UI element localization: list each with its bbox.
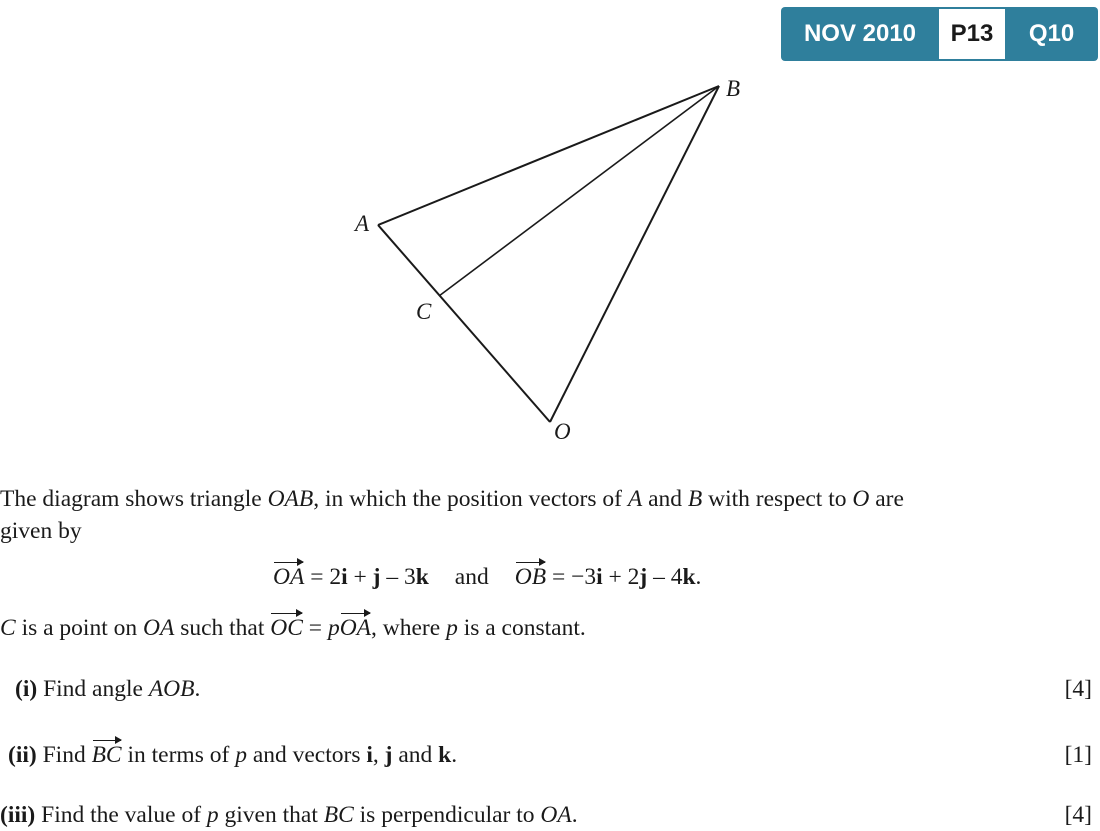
point-c-definition: C is a point on OA such that OC = pOA, where p is a constant.: [0, 612, 586, 644]
badge-paper: P13: [939, 9, 1005, 59]
part-iii-marks: [4]: [1064, 802, 1092, 828]
side-ab: [378, 86, 719, 225]
part-iii: (iii) Find the value of p given that BC is perpendicular to OA.: [0, 802, 578, 828]
part-ii: (ii) Find BC in terms of p and vectors i, j and k.: [8, 739, 457, 771]
side-ob: [550, 86, 719, 422]
part-ii-marks: [1]: [1064, 742, 1092, 768]
label-a: A: [355, 211, 370, 236]
side-oa: [378, 225, 550, 422]
intro-line-2: given by: [0, 518, 82, 544]
badge-question: Q10: [1028, 20, 1075, 47]
segment-bc: [439, 86, 719, 296]
label-c: C: [416, 299, 432, 324]
label-o: O: [554, 419, 571, 444]
badge-session: NOV 2010: [803, 20, 917, 47]
intro-line-1: The diagram shows triangle OAB, in which the position vectors of A and B with respect to O are: [0, 486, 904, 512]
label-b: B: [726, 76, 741, 101]
vector-equation: OA = 2i + j – 3k and OB = −3i + 2j – 4k.: [273, 561, 701, 593]
part-i-marks: [4]: [1064, 676, 1092, 702]
part-i: (i) Find angle AOB.: [15, 676, 201, 702]
